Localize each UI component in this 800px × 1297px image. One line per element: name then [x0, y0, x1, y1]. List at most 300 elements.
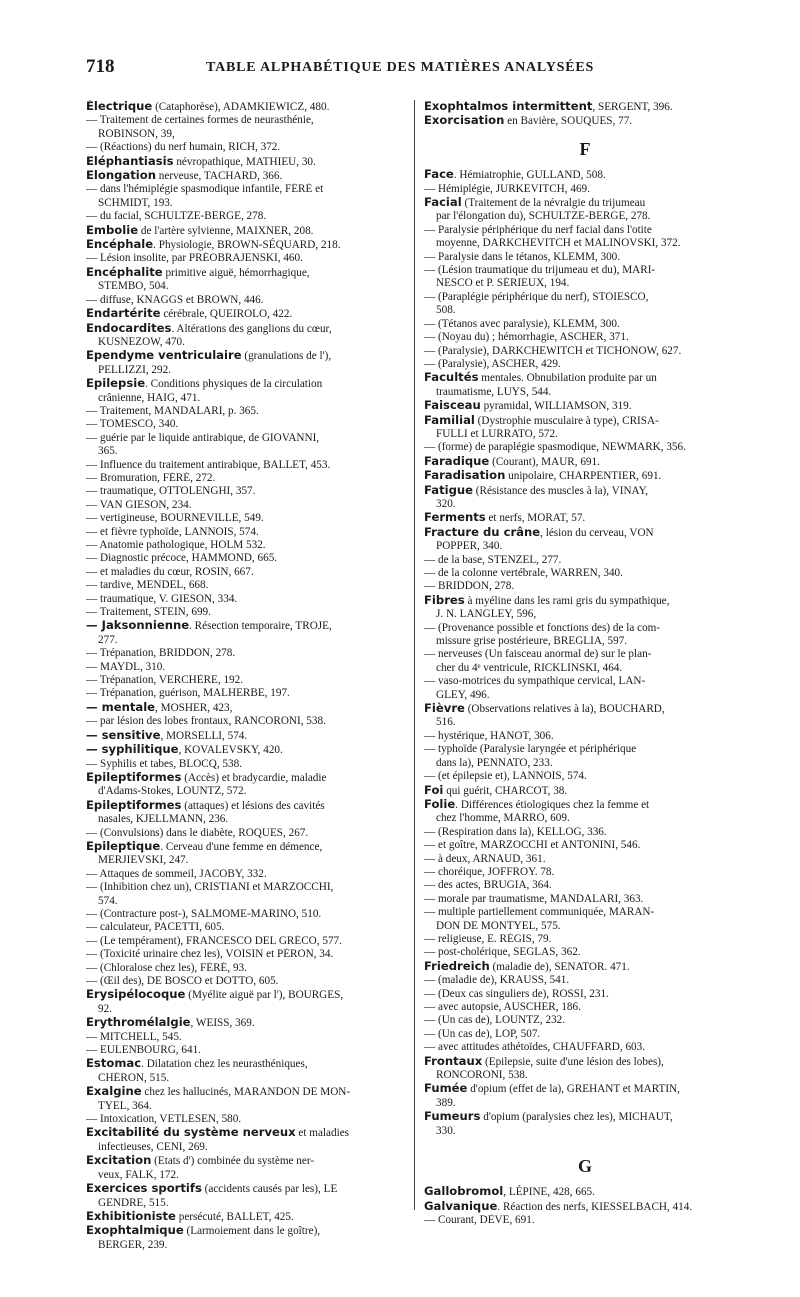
entry-text: . Altérations des ganglions du cœur,	[171, 322, 332, 335]
entry-headword: Exophtalmos intermittent	[424, 100, 593, 113]
entry-text: 508.	[436, 304, 456, 317]
entry-text: . Dilatation chez les neurasthéniques,	[141, 1058, 308, 1071]
index-entry	[86, 1210, 408, 1224]
index-entry	[424, 960, 746, 974]
index-entry	[86, 1182, 408, 1196]
index-entry	[86, 169, 408, 183]
index-entry	[86, 526, 408, 539]
index-entry	[424, 743, 746, 756]
index-entry	[424, 291, 746, 304]
entry-text: névropathique, MATHIEU, 30.	[173, 155, 316, 168]
entry-text: (attaques) et lésions des cavités	[181, 799, 325, 812]
entry-text: , LÉPINE, 428, 665.	[503, 1186, 595, 1199]
index-entry	[424, 662, 746, 675]
index-entry	[424, 358, 746, 371]
left-column	[86, 100, 408, 1252]
entry-text: — Bromuration, FÉRÉ, 272.	[86, 471, 216, 484]
entry-text: , MOSHER, 423,	[155, 701, 233, 714]
entry-text: FULLI et LURRATO, 572.	[436, 427, 558, 440]
entry-text: — BRIDDON, 278.	[424, 580, 515, 593]
entry-text: PELLIZZI, 292.	[98, 363, 172, 376]
index-entry	[86, 895, 408, 908]
entry-text: , KOVALEVSKY, 420.	[178, 744, 283, 757]
entry-text: — (Respiration dans la), KELLOG, 336.	[424, 825, 607, 838]
entry-headword: — syphilitique	[86, 743, 179, 757]
entry-text: (Observations relatives à la), BOUCHARD,	[464, 703, 665, 716]
entry-headword: — sensitive	[86, 728, 161, 742]
index-entry	[424, 946, 746, 959]
entry-text: — (Œil des), DE BOSCO et DOTTO, 605.	[86, 975, 279, 987]
entry-headword: Frontaux	[424, 1054, 483, 1068]
entry-headword: Epileptiformes	[86, 798, 182, 812]
index-entry	[424, 812, 746, 825]
entry-text: , SERGENT, 396.	[592, 101, 673, 113]
entry-text: — (Convulsions) dans le diabète, ROQUES, 267.	[86, 826, 309, 839]
index-entry	[424, 1014, 746, 1027]
index-entry	[424, 237, 746, 250]
index-entry	[424, 689, 746, 702]
entry-text: — (Provenance possible et fonctions des) de la com-	[424, 621, 661, 634]
index-entry	[424, 100, 746, 114]
index-entry	[86, 813, 408, 826]
entry-text: (Dystrophie musculaire à type), CRISA-	[474, 414, 659, 427]
index-entry	[424, 264, 746, 277]
index-entry	[86, 392, 408, 405]
entry-text: — religieuse, E. RÉGIS, 79.	[424, 932, 552, 945]
entry-headword: Excitation	[86, 1154, 152, 1168]
entry-text: missure grise postérieure, BREGLIA, 597.	[436, 635, 628, 648]
entry-text: d'opium (effet de la), GREHANT et MARTIN,	[467, 1083, 680, 1096]
index-entry	[86, 1239, 408, 1252]
entry-text: — Intoxication, VETLESEN, 580.	[86, 1113, 242, 1126]
entry-text: — (forme) de paraplégie spasmodique, NEWMARK, 356.	[424, 441, 686, 454]
index-entry	[86, 114, 408, 127]
entry-text: — vertigineuse, BOURNEVILLE, 549.	[86, 512, 264, 525]
index-entry	[424, 1200, 746, 1214]
index-entry	[86, 701, 408, 715]
entry-text: , WEISS, 369.	[190, 1017, 255, 1030]
index-entry	[86, 799, 408, 813]
index-entry	[86, 252, 408, 265]
entry-headword: Excitabilité du système nerveux	[86, 1126, 296, 1140]
section-letter-f: F	[579, 138, 591, 159]
index-entry	[86, 715, 408, 728]
index-entry	[424, 554, 746, 567]
entry-text: . Réaction des nerfs, KIESSELBACH, 414.	[497, 1200, 693, 1213]
index-entry	[86, 472, 408, 485]
entry-headword: Erythromélalgie	[86, 1016, 191, 1030]
page-number: 718	[86, 56, 115, 77]
entry-text: 574.	[98, 894, 118, 907]
entry-headword: Exercices sportifs	[86, 1182, 202, 1196]
index-entry	[86, 322, 408, 336]
entry-headword: Epileptiformes	[86, 770, 182, 784]
index-entry	[86, 975, 408, 988]
index-entry	[424, 224, 746, 237]
index-entry	[424, 1110, 746, 1124]
entry-headword: — Jaksonnienne	[86, 619, 190, 633]
index-entry	[86, 1072, 408, 1085]
entry-text: d'opium (paralysies chez les), MICHAUT,	[480, 1111, 673, 1124]
entry-headword: Endocardites	[86, 321, 172, 335]
index-entry	[86, 405, 408, 418]
index-entry	[424, 580, 746, 593]
index-entry	[86, 512, 408, 525]
index-entry	[86, 141, 408, 154]
index-entry	[86, 1031, 408, 1044]
entry-text: nerveuse, TACHARD, 366.	[155, 170, 283, 183]
entry-text: MERJIEVSKI, 247.	[98, 854, 189, 867]
index-entry	[424, 974, 746, 987]
entry-headword: Estomac	[86, 1057, 142, 1071]
index-entry	[86, 988, 408, 1002]
index-entry	[424, 511, 746, 525]
entry-headword: Epileptique	[86, 839, 161, 853]
index-entry	[424, 866, 746, 879]
entry-text: nasales, KJELLMANN, 236.	[98, 813, 229, 826]
index-entry	[86, 459, 408, 472]
index-entry	[424, 893, 746, 906]
index-entry	[424, 1001, 746, 1014]
entry-text: — multiple partiellement communiquée, MARAN-	[424, 906, 655, 919]
index-entry	[424, 331, 746, 344]
entry-text: (Epilepsie, suite d'une lésion des lobes),	[482, 1055, 664, 1068]
entry-text: — tardive, MENDEL, 668.	[86, 579, 209, 592]
entry-text: POPPER, 340.	[436, 540, 503, 553]
entry-text: — Traitement, STEIN, 699.	[86, 606, 211, 619]
entry-headword: Fibres	[424, 593, 465, 607]
entry-text: qui guérit, CHARCOT, 38.	[443, 784, 568, 797]
entry-text: — du facial, SCHULTZE-BERGE, 278.	[86, 210, 267, 223]
index-entry	[86, 921, 408, 934]
index-entry	[424, 853, 746, 866]
entry-text: 330.	[436, 1124, 456, 1137]
entry-text: (accidents causés par les), LE	[201, 1183, 338, 1196]
index-entry	[86, 445, 408, 458]
entry-text: — traumatique, V. GIESON, 334.	[86, 592, 238, 605]
index-entry	[86, 854, 408, 867]
entry-text: — dans l'hémiplégie spasmodique infantile, FÉRÉ et	[86, 183, 324, 196]
index-entry	[424, 839, 746, 852]
entry-headword: Exalgine	[86, 1085, 142, 1099]
entry-text: moyenne, DARKCHEVITCH et MALINOVSKI, 372.	[436, 237, 681, 250]
entry-text: — (Paralysie), DARKCHEWITCH et TICHONOW, 627.	[424, 344, 682, 357]
index-entry	[424, 441, 746, 454]
index-entry	[86, 619, 408, 633]
index-entry	[424, 371, 746, 385]
index-entry	[424, 318, 746, 331]
index-entry	[86, 579, 408, 592]
index-entry	[86, 1126, 408, 1140]
entry-text: . Différences étiologiques chez la femme et	[455, 798, 650, 811]
entry-text: — (Inhibition chez un), CRISTIANI et MARZOCCHI,	[86, 881, 334, 894]
index-entry	[424, 484, 746, 498]
entry-text: — (Deux cas singuliers de), ROSSI, 231.	[424, 987, 609, 1000]
index-entry	[86, 606, 408, 619]
entry-text: — Trépanation, guérison, MALHERBE, 197.	[86, 687, 290, 700]
entry-text: par l'élongation du), SCHULTZE-BERGE, 278.	[436, 210, 651, 223]
index-entry	[424, 798, 746, 812]
index-entry	[86, 881, 408, 894]
entry-text: — et goître, MARZOCCHI et ANTONINI, 546.	[424, 839, 641, 852]
index-entry	[424, 1185, 746, 1199]
entry-text: — de la base, STENZEL, 277.	[424, 553, 562, 566]
entry-text: (Myélite aiguë par l'), BOURGES,	[185, 989, 344, 1002]
entry-text: — Trépanation, VERCHÈRE, 192.	[86, 674, 244, 687]
index-entry	[424, 702, 746, 716]
entry-text: à myéline dans les rami gris du sympathique,	[464, 594, 670, 607]
entry-text: — à deux, ARNAUD, 361.	[424, 852, 546, 865]
entry-text: pyramidal, WILLIAMSON, 319.	[480, 400, 632, 413]
index-entry	[424, 826, 746, 839]
index-entry	[424, 196, 746, 210]
index-entry	[424, 757, 746, 770]
index-entry	[86, 485, 408, 498]
entry-text: — Attaques de sommeil, JACOBY, 332.	[86, 867, 267, 880]
index-entry	[86, 432, 408, 445]
entry-text: — Lésion insolite, par PRÉOBRAJENSKI, 460.	[86, 252, 303, 265]
entry-text: — (Un cas de), LOUNTZ, 232.	[424, 1014, 566, 1027]
index-entry	[86, 771, 408, 785]
index-entry	[86, 155, 408, 169]
entry-text: crânienne, HAIG, 471.	[98, 391, 201, 404]
entry-text: — par lésion des lobes frontaux, RANCORONI, 538.	[86, 715, 326, 728]
entry-text: — Hémiplégie, JURKEVITCH, 469.	[424, 182, 590, 195]
entry-text: — (Paraplégie périphérique du nerf), STOIESCO,	[424, 290, 649, 303]
index-entry	[424, 455, 746, 469]
entry-headword: Facultés	[424, 371, 479, 385]
index-entry	[424, 386, 746, 399]
index-entry	[86, 785, 408, 798]
index-entry	[424, 1069, 746, 1082]
index-entry	[424, 608, 746, 621]
index-entry	[86, 908, 408, 921]
index-entry	[424, 183, 746, 196]
entry-text: — de la colonne vertébrale, WARREN, 340.	[424, 567, 623, 579]
index-entry	[424, 920, 746, 933]
index-entry	[86, 743, 408, 757]
index-entry	[86, 948, 408, 961]
entry-text: — et maladies du cœur, ROSIN, 667.	[86, 565, 254, 578]
index-entry	[86, 1197, 408, 1210]
index-entry	[86, 539, 408, 552]
index-entry	[86, 1057, 408, 1071]
index-entry	[424, 988, 746, 1001]
index-entry	[86, 634, 408, 647]
index-entry	[86, 840, 408, 854]
index-entry	[86, 1169, 408, 1182]
column-rule	[414, 100, 415, 1210]
index-entry	[86, 1154, 408, 1168]
entry-text: (Courant), MAUR, 691.	[489, 455, 600, 468]
index-entry	[424, 277, 746, 290]
entry-text: — choréique, JOFFROY. 78.	[424, 865, 555, 878]
entry-headword: Faisceau	[424, 399, 481, 413]
entry-text: — typhoïde (Paralysie laryngée et périphérique	[424, 743, 637, 756]
entry-text: (Accès) et bradycardie, maladie	[181, 771, 327, 784]
entry-text: . Cerveau d'une femme en démence,	[160, 840, 323, 853]
entry-text: (maladie de), SENATOR. 471.	[489, 960, 630, 973]
entry-text: J. N. LANGLEY, 596,	[436, 608, 537, 621]
section-letter-g: G	[577, 1156, 592, 1177]
entry-text: d'Adams-Stokes, LOUNTZ, 572.	[98, 785, 247, 798]
entry-text: GENDRE, 515.	[98, 1196, 169, 1209]
index-entry	[86, 661, 408, 674]
index-entry	[86, 729, 408, 743]
entry-text: — (Noyau du) ; hémorrhagie, ASCHER, 371.	[424, 331, 629, 344]
entry-text: — Traitement de certaines formes de neurasthénie,	[86, 114, 314, 127]
entry-text: et nerfs, MORAT, 57.	[485, 512, 586, 525]
entry-text: et maladies	[295, 1127, 350, 1140]
entry-text: TYEL, 364.	[98, 1099, 152, 1112]
entry-text: — avec autopsie, AUSCHER, 186.	[424, 1001, 581, 1013]
index-entry	[424, 1082, 746, 1096]
index-entry	[86, 827, 408, 840]
entry-text: — (Paralysie), ASCHER, 429.	[424, 357, 561, 370]
index-entry	[424, 428, 746, 441]
entry-text: (Etats d') combinée du système ner-	[151, 1155, 315, 1168]
index-entry	[424, 1028, 746, 1041]
entry-text: infectieuses, CENI, 269.	[98, 1140, 208, 1153]
index-entry	[424, 345, 746, 358]
index-entry	[424, 1041, 746, 1054]
index-entry	[86, 183, 408, 196]
index-entry	[86, 364, 408, 377]
entry-text: dans la), PENNATO, 233.	[436, 756, 553, 769]
right-column-f-entries	[424, 168, 746, 1138]
entry-headword: Galvanique	[424, 1199, 498, 1213]
index-entry	[424, 1097, 746, 1110]
index-entry	[86, 687, 408, 700]
index-entry	[86, 238, 408, 252]
entry-headword: Fumée	[424, 1082, 468, 1096]
index-entry	[86, 224, 408, 238]
entry-text: 277.	[98, 633, 118, 646]
entry-text: 389.	[436, 1096, 456, 1109]
entry-headword: Epilepsie	[86, 377, 146, 391]
entry-text: — Trépanation, BRIDDON, 278.	[86, 647, 236, 660]
entry-headword: Facial	[424, 196, 462, 210]
index-entry	[424, 251, 746, 264]
entry-text: — (Le tempérament), FRANCESCO DEL GRÉCO, 577.	[86, 934, 342, 947]
index-entry	[424, 469, 746, 483]
index-entry	[424, 648, 746, 661]
entry-text: veux, FALK, 172.	[98, 1168, 179, 1181]
right-column-e-entries	[424, 100, 746, 129]
entry-text: ROBINSON, 39,	[98, 127, 175, 140]
entry-headword: Fièvre	[424, 702, 465, 716]
index-entry	[424, 526, 746, 540]
entry-text: BERGER, 239.	[98, 1238, 168, 1251]
entry-headword: Embolie	[86, 223, 139, 237]
entry-text: — Syphilis et tabes, BLOCQ, 538.	[86, 757, 243, 770]
entry-text: CHÉRON, 515.	[98, 1071, 170, 1084]
index-entry	[86, 1141, 408, 1154]
index-entry	[86, 128, 408, 141]
entry-text: 92.	[98, 1002, 112, 1015]
entry-headword: Exhibitioniste	[86, 1209, 176, 1223]
entry-text: — Influence du traitement antirabique, BALLET, 453.	[86, 458, 331, 471]
index-entry	[86, 336, 408, 349]
entry-text: (Larmoiement dans le goître),	[183, 1225, 321, 1238]
index-entry	[424, 540, 746, 553]
entry-text: unipolaire, CHARPENTIER, 691.	[505, 470, 662, 483]
index-entry	[86, 418, 408, 431]
page-header	[86, 56, 766, 84]
index-entry	[86, 674, 408, 687]
index-entry	[424, 675, 746, 688]
entry-headword: Fatigue	[424, 483, 473, 497]
entry-text: chez l'homme, MARRO, 609.	[436, 812, 570, 825]
index-entry	[424, 594, 746, 608]
entry-headword: Eléphantiasis	[86, 154, 174, 168]
entry-headword: Électrique	[86, 100, 153, 113]
entry-headword: Folie	[424, 797, 456, 811]
index-entry	[86, 962, 408, 975]
entry-text: 365.	[98, 445, 118, 458]
index-entry	[86, 280, 408, 293]
entry-text: — (et épilepsie et), LANNOIS, 574.	[424, 770, 587, 783]
index-entry	[424, 770, 746, 783]
entry-headword: Exophtalmique	[86, 1224, 184, 1238]
entry-text: RONCORONI, 538.	[436, 1069, 528, 1082]
entry-text: en Bavière, SOUQUES, 77.	[504, 115, 633, 128]
index-entry	[86, 1003, 408, 1016]
index-entry	[86, 1044, 408, 1057]
entry-text: — Traitement, MANDALARI, p. 365.	[86, 404, 259, 417]
running-head: TABLE ALPHABÉTIQUE DES MATIÈRES ANALYSÉES	[206, 60, 595, 75]
index-entry	[424, 399, 746, 413]
entry-text: chez les hallucinés, MARANDON DE MON-	[141, 1086, 351, 1099]
entry-text: STEMBO, 504.	[98, 280, 169, 293]
entry-text: . Résection temporaire, TROJE,	[189, 620, 332, 633]
entry-text: — TOMESCO, 340.	[86, 418, 179, 431]
entry-text: — nerveuses (Un faisceau anormal de) sur le plan-	[424, 648, 652, 661]
entry-text: — avec attitudes athétoïdes, CHAUFFARD, 603.	[424, 1041, 646, 1054]
index-entry	[86, 294, 408, 307]
index-entry	[86, 499, 408, 512]
entry-text: — et fièvre typhoïde, LANNOIS, 574.	[86, 525, 259, 538]
entry-text: traumatisme, LUYS, 544.	[436, 385, 552, 398]
entry-text: . Hémiatrophie, GULLAND, 508.	[453, 169, 606, 182]
entry-text: GLEY, 496.	[436, 688, 490, 701]
entry-headword: Friedreich	[424, 959, 490, 973]
entry-text: . Conditions physiques de la circulation	[145, 378, 323, 391]
entry-text: SCHMIDT, 193.	[98, 196, 173, 209]
entry-text: — Paralysie dans le tétanos, KLEMM, 300.	[424, 250, 621, 263]
entry-text: 516.	[436, 716, 456, 729]
index-entry	[424, 168, 746, 182]
index-entry	[86, 100, 408, 114]
entry-headword: Fracture du crâne	[424, 525, 541, 539]
index-entry	[424, 304, 746, 317]
entry-text: NESCO et P. SÉRIEUX, 194.	[436, 277, 570, 290]
index-entry	[86, 377, 408, 391]
entry-text: — traumatique, OTTOLENGHI, 357.	[86, 485, 256, 498]
entry-text: cher du 4ᵉ ventricule, RICKLINSKI, 464.	[436, 661, 623, 674]
index-entry	[424, 1055, 746, 1069]
entry-text: — (Toxicité urinaire chez les), VOISIN et PÉRON, 34.	[86, 948, 334, 961]
entry-headword: — mentale	[86, 700, 156, 714]
index-entry	[86, 1224, 408, 1238]
index-entry	[424, 879, 746, 892]
entry-headword: Fumeurs	[424, 1110, 481, 1124]
index-entry	[424, 498, 746, 511]
index-entry	[86, 210, 408, 223]
right-column	[424, 100, 746, 1228]
entry-text: — Anatomie pathologique, HOLM 532.	[86, 539, 266, 551]
index-entry	[86, 266, 408, 280]
